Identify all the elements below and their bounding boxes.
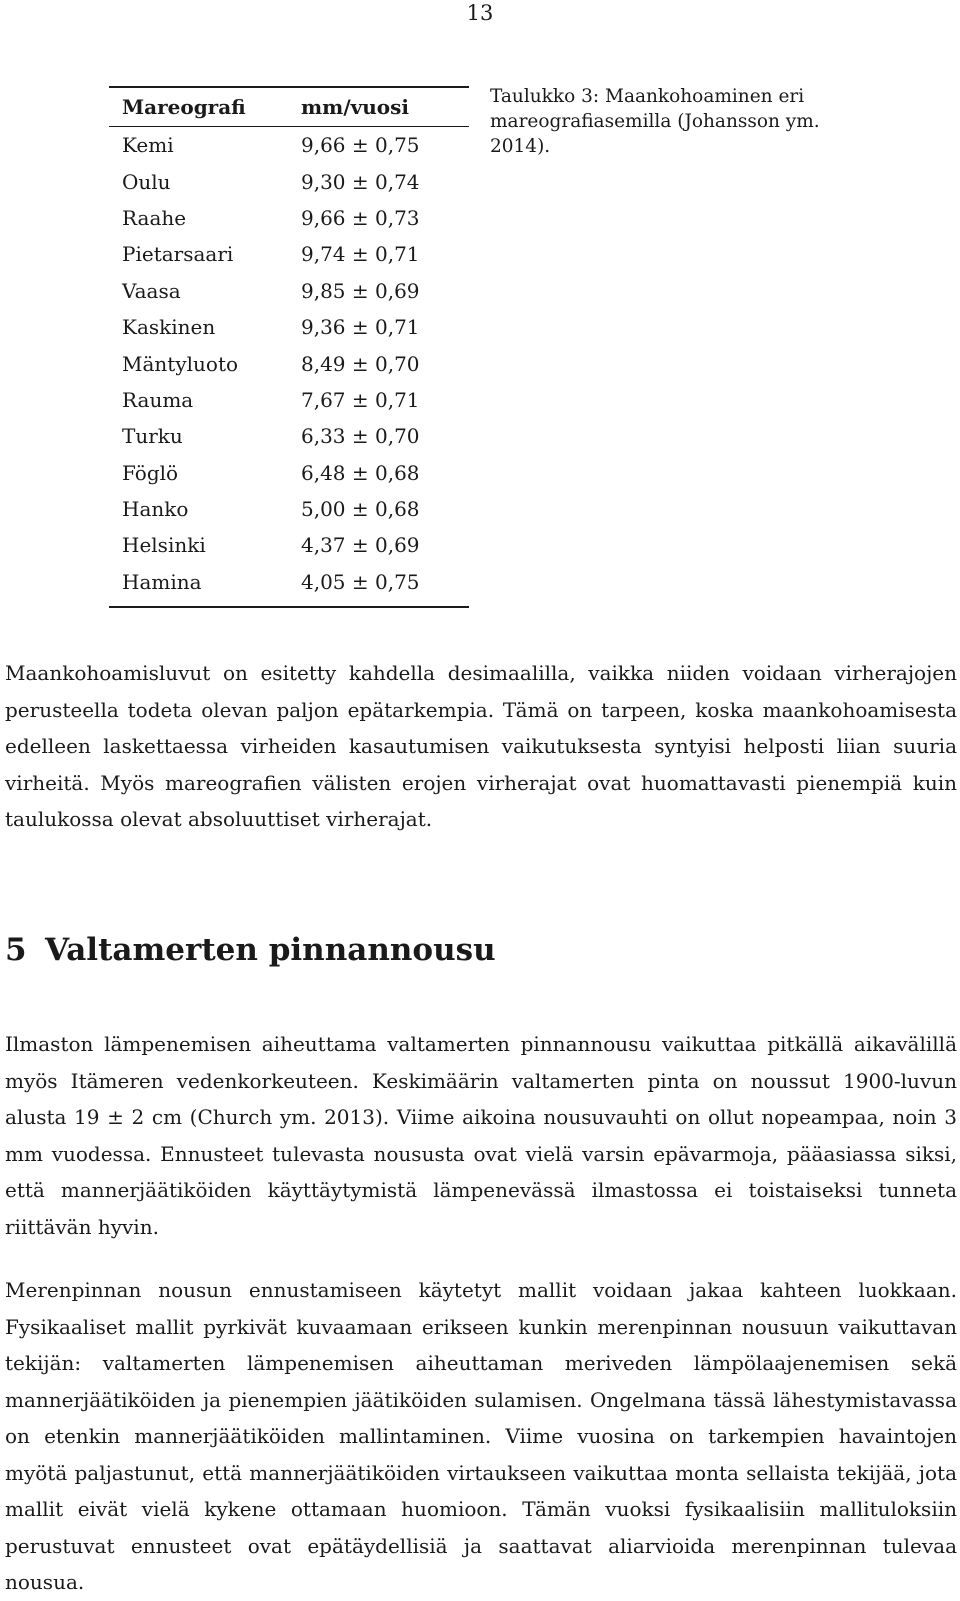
table-bottom-rule: [109, 606, 469, 608]
table-row: [109, 200, 469, 236]
station-name: Raahe: [122, 205, 187, 230]
table-row: [109, 491, 469, 527]
paragraph: Merenpinnan nousun ennustamiseen käytetyt mallit voidaan jakaa kahteen luokkaan. Fysikaaliset mallit pyrkivät kuvaamaan erikseen kunkin merenpinnan nousuun vaikuttavan tekijän: valtamerten lämpenemisen aiheuttaman meriveden lämpölaajenemisen sekä mannerjäätiköiden ja pienempien jäätiköiden sulamisen. Ongelmana tässä lähestymistavassa on etenkin mannerjäätiköiden mallintaminen. Viime vuosina on tarkempien havaintojen myötä paljastunut, että mannerjäätiköiden virtaukseen vaikuttaa monta sellaista tekijää, jota mallit eivät vielä kykene ottamaan huomioon. Tämän vuoksi fysikaalisiin mallituloksiin perustuvat ennusteet ovat epätäydellisiä ja saattavat aliarvioida merenpinnan tulevaa nousua.: [5, 1278, 957, 1594]
uplift-rate: 9,30 ± 0,74: [301, 169, 420, 194]
column-header-station: Mareografi: [122, 95, 246, 119]
table-row: [109, 127, 469, 163]
table-row: [109, 163, 469, 199]
uplift-rate: 9,66 ± 0,75: [301, 133, 420, 158]
station-name: Föglö: [122, 460, 179, 485]
station-name: Mäntyluoto: [122, 351, 239, 376]
uplift-table: [109, 88, 469, 600]
uplift-rate: 5,00 ± 0,68: [301, 497, 420, 522]
uplift-rate: 4,05 ± 0,75: [301, 569, 420, 594]
uplift-rate: 4,37 ± 0,69: [301, 533, 420, 558]
uplift-rate: 9,85 ± 0,69: [301, 278, 420, 303]
column-header-rate: mm/vuosi: [301, 95, 409, 119]
station-name: Oulu: [122, 169, 171, 194]
table-row: [109, 382, 469, 418]
uplift-rate: 7,67 ± 0,71: [301, 387, 420, 412]
table-row: [109, 345, 469, 381]
uplift-rate: 9,74 ± 0,71: [301, 242, 420, 267]
table-row: [109, 455, 469, 491]
station-name: Hanko: [122, 497, 189, 522]
table-row: [109, 236, 469, 272]
uplift-rate: 9,36 ± 0,71: [301, 315, 420, 340]
table-row: [109, 418, 469, 454]
table-row: [109, 564, 469, 600]
paragraph: Ilmaston lämpenemisen aiheuttama valtamerten pinnannousu vaikuttaa pitkällä aikavälillä myös Itämeren vedenkorkeuteen. Keskimäärin valtamerten pinta on noussut 1900-luvun alusta 19 ± 2 cm (Church ym. 2013). Viime aikoina nousuvauhti on ollut nopeampaa, noin 3 mm vuodessa. Ennusteet tulevasta noususta ovat vielä varsin epävarmoja, pääasiassa siksi, että mannerjäätiköiden käyttäytymistä lämpenevässä ilmastossa ei toistaiseksi tunneta riittävän hyvin.: [5, 1032, 957, 1239]
uplift-rate: 9,66 ± 0,73: [301, 205, 420, 230]
station-name: Kaskinen: [122, 315, 216, 340]
uplift-table-block: [109, 86, 469, 608]
uplift-rate: 8,49 ± 0,70: [301, 351, 420, 376]
table-row: [109, 527, 469, 563]
station-name: Vaasa: [122, 278, 181, 303]
station-name: Turku: [122, 424, 183, 449]
table-row: [109, 273, 469, 309]
page-number: 13: [466, 1, 494, 25]
table-caption: Taulukko 3: Maankohoaminen eri mareografiasemilla (Johansson ym. 2014).: [490, 86, 820, 157]
section-number: 5: [5, 932, 27, 968]
paragraph: Maankohoamisluvut on esitetty kahdella desimaalilla, vaikka niiden voidaan virherajojen perusteella todeta olevan paljon epätarkempia. Tämä on tarpeen, koska maankohoamisesta edelleen laskettaessa virheiden kasautumisen vaikutuksesta syntyisi helposti liian suuria virheitä. Myös mareografien välisten erojen virherajat ovat huomattavasti pienempiä kuin taulukossa olevat absoluuttiset virherajat.: [5, 661, 957, 831]
uplift-rate: 6,33 ± 0,70: [301, 424, 420, 449]
section-title: Valtamerten pinnannousu: [45, 932, 496, 968]
station-name: Hamina: [122, 569, 202, 594]
table-row: [109, 309, 469, 345]
station-name: Pietarsaari: [122, 242, 234, 267]
uplift-rate: 6,48 ± 0,68: [301, 460, 420, 485]
table-header-row: [109, 88, 469, 126]
station-name: Rauma: [122, 387, 194, 412]
station-name: Helsinki: [122, 533, 206, 558]
station-name: Kemi: [122, 133, 174, 158]
section-heading: [5, 928, 496, 972]
